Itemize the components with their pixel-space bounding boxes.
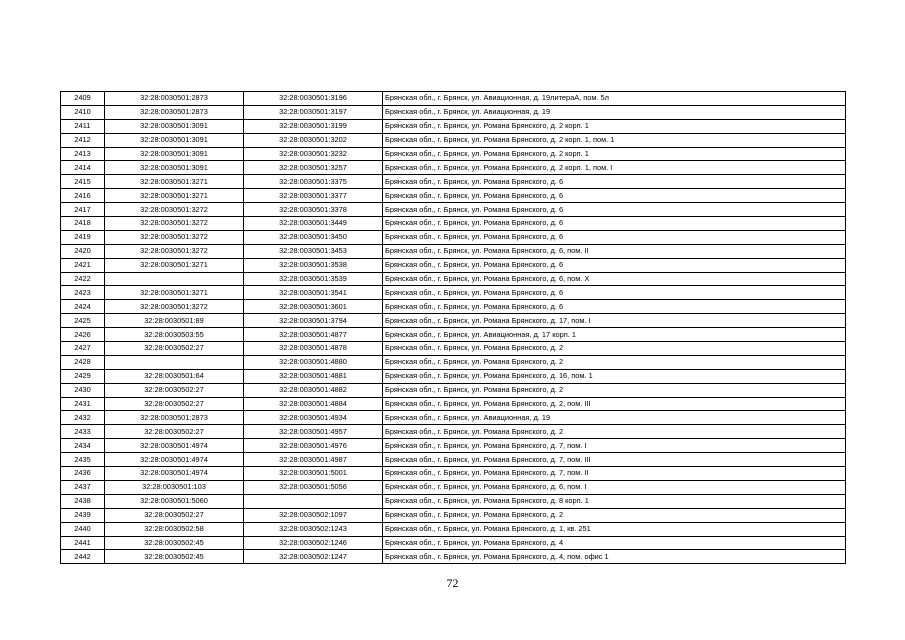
address-cell: Брянская обл., г. Брянск, ул. Авиационная, д. 17 корп. 1 <box>383 328 846 342</box>
address-cell: Брянская обл., г. Брянск, ул. Романа Брянского, д. 7, пом. I <box>383 439 846 453</box>
row-number-cell: 2412 <box>61 133 105 147</box>
address-cell: Брянская обл., г. Брянск, ул. Романа Брянского, д. 1, кв. 251 <box>383 522 846 536</box>
parent-cadastral-number-cell: 32:28:0030502:27 <box>105 425 244 439</box>
row-number-cell: 2432 <box>61 411 105 425</box>
table-row <box>61 369 846 383</box>
cadastral-number-cell: 32:28:0030501:4976 <box>244 439 383 453</box>
address-cell: Брянская обл., г. Брянск, ул. Романа Брянского, д. 2 корп. 1 <box>383 119 846 133</box>
address-cell: Брянская обл., г. Брянск, ул. Романа Брянского, д. 2 <box>383 425 846 439</box>
registry-table-body <box>61 92 846 564</box>
parent-cadastral-number-cell: 32:28:0030501:4974 <box>105 439 244 453</box>
row-number-cell: 2418 <box>61 217 105 231</box>
parent-cadastral-number-cell: 32:28:0030501:2873 <box>105 92 244 106</box>
parent-cadastral-number-cell: 32:28:0030501:3272 <box>105 244 244 258</box>
cadastral-number-cell: 32:28:0030502:1246 <box>244 536 383 550</box>
address-cell: Брянская обл., г. Брянск, ул. Романа Брянского, д. 2 корп. 1, пом. 1 <box>383 133 846 147</box>
row-number-cell: 2422 <box>61 272 105 286</box>
table-row <box>61 133 846 147</box>
table-row <box>61 550 846 564</box>
row-number-cell: 2414 <box>61 161 105 175</box>
cadastral-number-cell: 32:28:0030501:4881 <box>244 369 383 383</box>
table-row <box>61 119 846 133</box>
cadastral-number-cell: 32:28:0030501:3794 <box>244 314 383 328</box>
row-number-cell: 2425 <box>61 314 105 328</box>
parent-cadastral-number-cell: 32:28:0030502:27 <box>105 383 244 397</box>
address-cell: Брянская обл., г. Брянск, ул. Романа Брянского, д. 6 <box>383 286 846 300</box>
cadastral-number-cell: 32:28:0030501:5001 <box>244 467 383 481</box>
parent-cadastral-number-cell: 32:28:0030502:58 <box>105 522 244 536</box>
table-row <box>61 147 846 161</box>
table-row <box>61 314 846 328</box>
address-cell: Брянская обл., г. Брянск, ул. Романа Брянского, д. 2 корп. 1 <box>383 147 846 161</box>
row-number-cell: 2429 <box>61 369 105 383</box>
cadastral-number-cell <box>244 494 383 508</box>
cadastral-number-cell: 32:28:0030501:3449 <box>244 217 383 231</box>
row-number-cell: 2426 <box>61 328 105 342</box>
document-page <box>60 91 845 564</box>
row-number-cell: 2423 <box>61 286 105 300</box>
cadastral-number-cell: 32:28:0030501:4957 <box>244 425 383 439</box>
parent-cadastral-number-cell: 32:28:0030502:27 <box>105 342 244 356</box>
table-row <box>61 161 846 175</box>
parent-cadastral-number-cell: 32:28:0030501:89 <box>105 314 244 328</box>
cadastral-number-cell: 32:28:0030502:1243 <box>244 522 383 536</box>
table-row <box>61 383 846 397</box>
parent-cadastral-number-cell: 32:28:0030502:27 <box>105 508 244 522</box>
cadastral-number-cell: 32:28:0030501:3196 <box>244 92 383 106</box>
address-cell: Брянская обл., г. Брянск, ул. Романа Брянского, д. 6, пом. II <box>383 244 846 258</box>
row-number-cell: 2419 <box>61 230 105 244</box>
cadastral-number-cell: 32:28:0030501:3378 <box>244 203 383 217</box>
table-row <box>61 203 846 217</box>
table-row <box>61 286 846 300</box>
address-cell: Брянская обл., г. Брянск, ул. Авиационная, д. 19 <box>383 411 846 425</box>
table-row <box>61 425 846 439</box>
cadastral-number-cell: 32:28:0030501:3232 <box>244 147 383 161</box>
address-cell: Брянская обл., г. Брянск, ул. Романа Брянского, д. 6 <box>383 203 846 217</box>
parent-cadastral-number-cell: 32:28:0030501:3091 <box>105 161 244 175</box>
row-number-cell: 2415 <box>61 175 105 189</box>
cadastral-number-cell: 32:28:0030501:3257 <box>244 161 383 175</box>
table-row <box>61 536 846 550</box>
row-number-cell: 2409 <box>61 92 105 106</box>
address-cell: Брянская обл., г. Брянск, ул. Романа Брянского, д. 6, пом. I <box>383 480 846 494</box>
parent-cadastral-number-cell: 32:28:0030501:103 <box>105 480 244 494</box>
table-row <box>61 508 846 522</box>
address-cell: Брянская обл., г. Брянск, ул. Романа Брянского, д. 2 <box>383 342 846 356</box>
row-number-cell: 2428 <box>61 355 105 369</box>
parent-cadastral-number-cell: 32:28:0030501:3272 <box>105 300 244 314</box>
row-number-cell: 2417 <box>61 203 105 217</box>
table-row <box>61 467 846 481</box>
row-number-cell: 2431 <box>61 397 105 411</box>
parent-cadastral-number-cell: 32:28:0030503:55 <box>105 328 244 342</box>
cadastral-number-cell: 32:28:0030501:3453 <box>244 244 383 258</box>
table-row <box>61 230 846 244</box>
address-cell: Брянская обл., г. Брянск, ул. Романа Брянского, д. 7, пом. II <box>383 467 846 481</box>
cadastral-number-cell: 32:28:0030501:4987 <box>244 453 383 467</box>
table-row <box>61 92 846 106</box>
parent-cadastral-number-cell: 32:28:0030501:3091 <box>105 119 244 133</box>
cadastral-number-cell: 32:28:0030501:4884 <box>244 397 383 411</box>
cadastral-number-cell: 32:28:0030502:1247 <box>244 550 383 564</box>
cadastral-number-cell: 32:28:0030501:3450 <box>244 230 383 244</box>
address-cell: Брянская обл., г. Брянск, ул. Романа Брянского, д. 4, пом. офис 1 <box>383 550 846 564</box>
parent-cadastral-number-cell: 32:28:0030501:3271 <box>105 175 244 189</box>
address-cell: Брянская обл., г. Брянск, ул. Романа Брянского, д. 2, пом. III <box>383 397 846 411</box>
parent-cadastral-number-cell: 32:28:0030501:3271 <box>105 189 244 203</box>
parent-cadastral-number-cell: 32:28:0030501:3272 <box>105 203 244 217</box>
table-row <box>61 522 846 536</box>
row-number-cell: 2440 <box>61 522 105 536</box>
table-row <box>61 453 846 467</box>
parent-cadastral-number-cell <box>105 355 244 369</box>
parent-cadastral-number-cell: 32:28:0030501:5060 <box>105 494 244 508</box>
parent-cadastral-number-cell: 32:28:0030501:3272 <box>105 217 244 231</box>
address-cell: Брянская обл., г. Брянск, ул. Романа Брянского, д. 8 корп. 1 <box>383 494 846 508</box>
parent-cadastral-number-cell: 32:28:0030501:64 <box>105 369 244 383</box>
cadastral-number-cell: 32:28:0030501:3375 <box>244 175 383 189</box>
row-number-cell: 2441 <box>61 536 105 550</box>
row-number-cell: 2424 <box>61 300 105 314</box>
cadastral-number-cell: 32:28:0030501:3538 <box>244 258 383 272</box>
row-number-cell: 2413 <box>61 147 105 161</box>
cadastral-number-cell: 32:28:0030501:3377 <box>244 189 383 203</box>
table-row <box>61 300 846 314</box>
table-row <box>61 258 846 272</box>
parent-cadastral-number-cell <box>105 272 244 286</box>
parent-cadastral-number-cell: 32:28:0030501:3271 <box>105 286 244 300</box>
cadastral-number-cell: 32:28:0030501:3541 <box>244 286 383 300</box>
row-number-cell: 2430 <box>61 383 105 397</box>
parent-cadastral-number-cell: 32:28:0030502:27 <box>105 397 244 411</box>
parent-cadastral-number-cell: 32:28:0030502:45 <box>105 536 244 550</box>
parent-cadastral-number-cell: 32:28:0030501:3091 <box>105 147 244 161</box>
table-row <box>61 439 846 453</box>
row-number-cell: 2416 <box>61 189 105 203</box>
table-row <box>61 397 846 411</box>
table-row <box>61 494 846 508</box>
cadastral-number-cell: 32:28:0030501:5056 <box>244 480 383 494</box>
address-cell: Брянская обл., г. Брянск, ул. Романа Брянского, д. 2 <box>383 355 846 369</box>
table-row <box>61 355 846 369</box>
row-number-cell: 2420 <box>61 244 105 258</box>
address-cell: Брянская обл., г. Брянск, ул. Романа Брянского, д. 16, пом. 1 <box>383 369 846 383</box>
address-cell: Брянская обл., г. Брянск, ул. Романа Брянского, д. 6 <box>383 217 846 231</box>
table-row <box>61 272 846 286</box>
row-number-cell: 2439 <box>61 508 105 522</box>
address-cell: Брянская обл., г. Брянск, ул. Авиационная, д. 19литераА, пом. 5л <box>383 92 846 106</box>
address-cell: Брянская обл., г. Брянск, ул. Романа Брянского, д. 6 <box>383 258 846 272</box>
address-cell: Брянская обл., г. Брянск, ул. Романа Брянского, д. 7, пом. III <box>383 453 846 467</box>
row-number-cell: 2427 <box>61 342 105 356</box>
table-row <box>61 217 846 231</box>
row-number-cell: 2433 <box>61 425 105 439</box>
parent-cadastral-number-cell: 32:28:0030502:45 <box>105 550 244 564</box>
address-cell: Брянская обл., г. Брянск, ул. Романа Брянского, д. 17, пом. I <box>383 314 846 328</box>
address-cell: Брянская обл., г. Брянск, ул. Романа Брянского, д. 6 <box>383 230 846 244</box>
parent-cadastral-number-cell: 32:28:0030501:4974 <box>105 453 244 467</box>
address-cell: Брянская обл., г. Брянск, ул. Романа Брянского, д. 6, пом. X <box>383 272 846 286</box>
table-row <box>61 328 846 342</box>
table-row <box>61 411 846 425</box>
cadastral-number-cell: 32:28:0030501:4878 <box>244 342 383 356</box>
address-cell: Брянская обл., г. Брянск, ул. Романа Брянского, д. 4 <box>383 536 846 550</box>
row-number-cell: 2435 <box>61 453 105 467</box>
table-row <box>61 244 846 258</box>
cadastral-number-cell: 32:28:0030501:3539 <box>244 272 383 286</box>
cadastral-number-cell: 32:28:0030501:4877 <box>244 328 383 342</box>
row-number-cell: 2437 <box>61 480 105 494</box>
row-number-cell: 2442 <box>61 550 105 564</box>
cadastral-number-cell: 32:28:0030501:3197 <box>244 105 383 119</box>
cadastral-number-cell: 32:28:0030502:1097 <box>244 508 383 522</box>
row-number-cell: 2411 <box>61 119 105 133</box>
table-row <box>61 189 846 203</box>
address-cell: Брянская обл., г. Брянск, ул. Романа Брянского, д. 6 <box>383 300 846 314</box>
parent-cadastral-number-cell: 32:28:0030501:2873 <box>105 411 244 425</box>
row-number-cell: 2421 <box>61 258 105 272</box>
parent-cadastral-number-cell: 32:28:0030501:4974 <box>105 467 244 481</box>
row-number-cell: 2438 <box>61 494 105 508</box>
address-cell: Брянская обл., г. Брянск, ул. Романа Брянского, д. 2 <box>383 383 846 397</box>
parent-cadastral-number-cell: 32:28:0030501:2873 <box>105 105 244 119</box>
parent-cadastral-number-cell: 32:28:0030501:3091 <box>105 133 244 147</box>
row-number-cell: 2436 <box>61 467 105 481</box>
cadastral-registry-table <box>60 91 846 564</box>
table-row <box>61 342 846 356</box>
cadastral-number-cell: 32:28:0030501:4882 <box>244 383 383 397</box>
table-row <box>61 480 846 494</box>
address-cell: Брянская обл., г. Брянск, ул. Романа Брянского, д. 2 <box>383 508 846 522</box>
parent-cadastral-number-cell: 32:28:0030501:3271 <box>105 258 244 272</box>
address-cell: Брянская обл., г. Брянск, ул. Авиационная, д. 19 <box>383 105 846 119</box>
cadastral-number-cell: 32:28:0030501:4934 <box>244 411 383 425</box>
cadastral-number-cell: 32:28:0030501:3202 <box>244 133 383 147</box>
table-row <box>61 175 846 189</box>
cadastral-number-cell: 32:28:0030501:3199 <box>244 119 383 133</box>
parent-cadastral-number-cell: 32:28:0030501:3272 <box>105 230 244 244</box>
row-number-cell: 2434 <box>61 439 105 453</box>
cadastral-number-cell: 32:28:0030501:3601 <box>244 300 383 314</box>
address-cell: Брянская обл., г. Брянск, ул. Романа Брянского, д. 2 корп. 1, пом. I <box>383 161 846 175</box>
address-cell: Брянская обл., г. Брянск, ул. Романа Брянского, д. 6 <box>383 175 846 189</box>
cadastral-number-cell: 32:28:0030501:4880 <box>244 355 383 369</box>
address-cell: Брянская обл., г. Брянск, ул. Романа Брянского, д. 6 <box>383 189 846 203</box>
row-number-cell: 2410 <box>61 105 105 119</box>
page-number: 72 <box>446 576 459 590</box>
table-row <box>61 105 846 119</box>
